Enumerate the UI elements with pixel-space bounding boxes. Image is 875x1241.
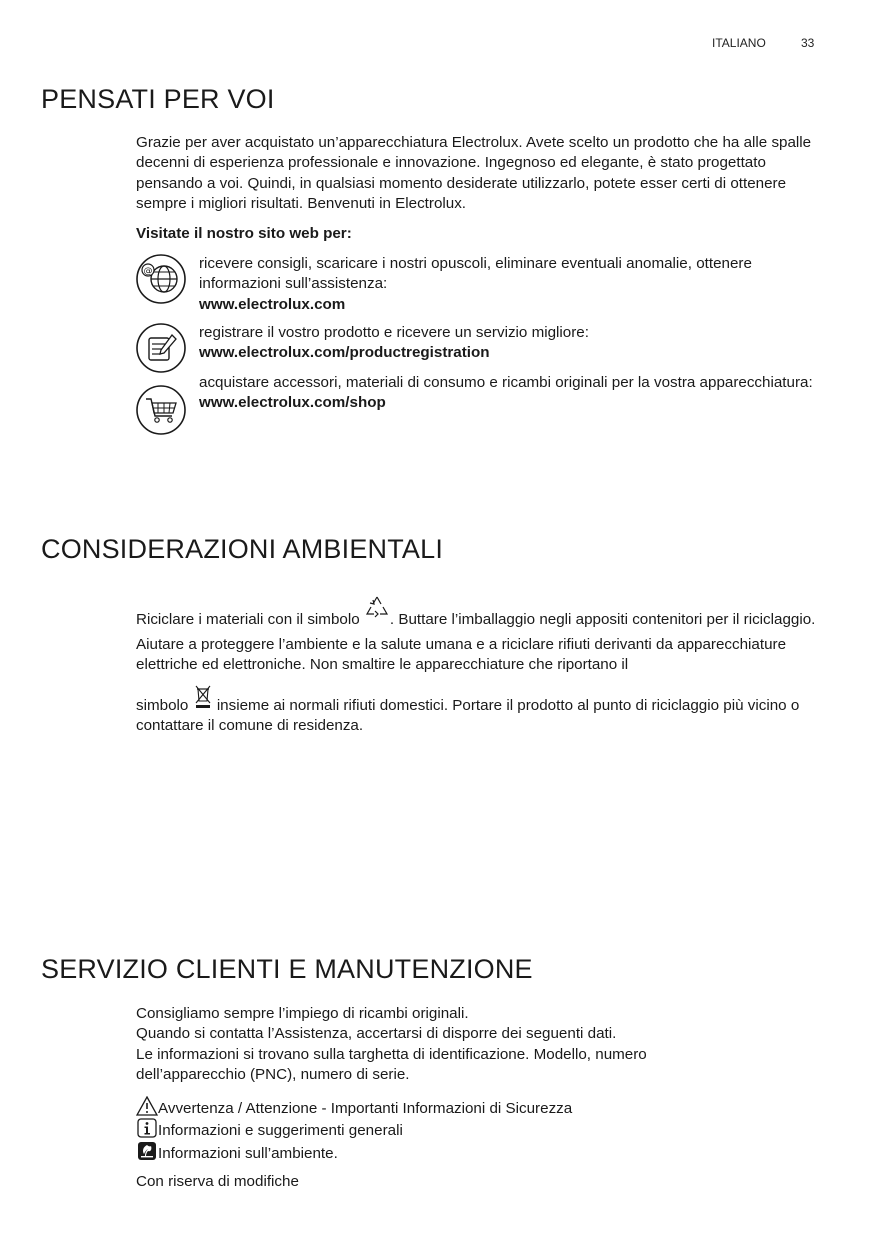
service-line: Quando si contatta l’Assistenza, accertarsi di disporre dei seguenti dati. — [136, 1025, 617, 1043]
globe-at-icon — [136, 254, 186, 304]
recycle-text-pre: Riciclare i materiali con il simbolo — [136, 611, 360, 628]
service-line: Consigliamo sempre l’impiego di ricambi originali. — [136, 1005, 469, 1022]
page-number: 33 — [801, 36, 815, 50]
section-title-servizio: SERVIZIO CLIENTI E MANUTENZIONE — [41, 954, 533, 984]
website-item-text: acquistare accessori, materiali di consumo e ricambi originali per la vostra apparecchiatura: — [199, 374, 813, 391]
recycle-icon — [364, 595, 390, 621]
website-link[interactable]: www.electrolux.com/shop — [199, 394, 386, 412]
intro-paragraph: Grazie per aver acquistato un’apparecchiatura Electrolux. Avete scelto un prodotto che ha alle spalle decenni di esperienza professionale e innovazione. Ingegnoso ed elegante, è stato progettato pensando a voi. Quindi, in qualsiasi momento desiderate utilizzarlo, potete esser certi di ottenere sempre i migliori risultati. Benvenuti in Electrolux. — [136, 134, 812, 212]
header-language: ITALIANO — [712, 36, 766, 50]
recycle-paragraph — [136, 584, 816, 628]
legend-info — [136, 1118, 403, 1141]
shopping-cart-icon — [136, 385, 186, 435]
environment-icon — [136, 1141, 158, 1161]
weee-text-pre: simbolo — [136, 697, 189, 714]
registration-icon — [136, 323, 186, 373]
weee-paragraph — [136, 675, 816, 735]
weee-line1: Aiutare a proteggere l’ambiente e la salute umana e a riciclare rifiuti derivanti da apparecchiature elettriche ed elettroniche. Non smaltire le apparecchiature che riportano il — [136, 636, 787, 674]
legend-text: Informazioni sull’ambiente. — [158, 1145, 338, 1162]
legend-warning — [136, 1096, 572, 1119]
warning-icon — [136, 1096, 158, 1116]
crossed-bin-icon — [193, 685, 213, 709]
legend-text: Informazioni e suggerimenti generali — [158, 1122, 403, 1139]
website-item-text: ricevere consigli, scaricare i nostri opuscoli, eliminare eventuali anomalie, ottenere informazioni sull’assistenza: — [199, 255, 752, 293]
info-icon — [136, 1118, 158, 1138]
section-title-pensati: PENSATI PER VOI — [41, 84, 275, 114]
service-paragraph — [136, 1004, 816, 1085]
legend-text: Avvertenza / Attenzione - Importanti Informazioni di Sicurezza — [158, 1100, 573, 1117]
weee-text-post: insieme ai normali rifiuti domestici. Portare il prodotto al punto di riciclaggio più vicino o contattare il comune di residenza. — [136, 697, 800, 735]
footer-note: Con riserva di modifiche — [136, 1173, 299, 1190]
website-item-text: registrare il vostro prodotto e ricevere un servizio migliore: — [199, 324, 589, 341]
visit-heading: Visitate il nostro sito web per: — [136, 225, 352, 242]
website-link[interactable]: www.electrolux.com — [199, 295, 346, 313]
website-link[interactable]: www.electrolux.com/productregistration — [199, 344, 490, 362]
recycle-text-post: . Buttare l’imballaggio negli appositi contenitori per il riciclaggio. — [389, 611, 816, 628]
legend-environment — [136, 1141, 338, 1164]
service-line: Le informazioni si trovano sulla targhetta di identificazione. Modello, numero dell’apparecchio (PNC), numero di serie. — [136, 1045, 647, 1083]
svg-text:@: @ — [143, 266, 153, 277]
section-title-ambientali: CONSIDERAZIONI AMBIENTALI — [41, 534, 444, 564]
